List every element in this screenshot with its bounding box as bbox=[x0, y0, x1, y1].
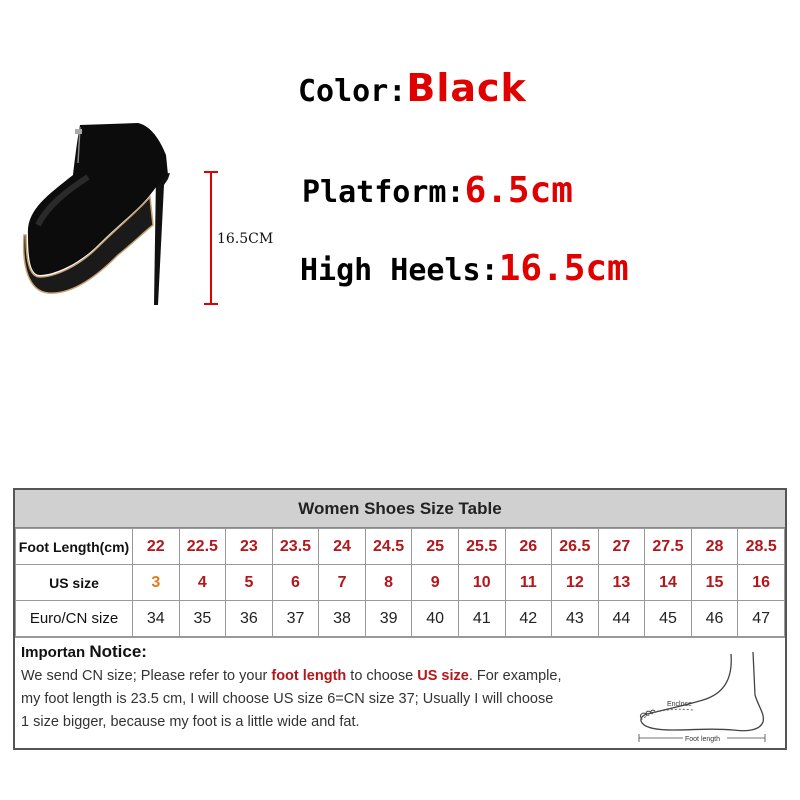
notice-line-1a: We send CN size; Please refer to your bbox=[21, 668, 272, 684]
us-size-cell: 16 bbox=[738, 565, 785, 601]
us-size-cell: 5 bbox=[226, 565, 273, 601]
eu-size-cell: 40 bbox=[412, 601, 459, 637]
us-size-cell: 11 bbox=[505, 565, 552, 601]
heel-height-label: 16.5CM bbox=[217, 231, 274, 247]
foot-length-row bbox=[16, 529, 785, 565]
spec-color bbox=[298, 66, 527, 110]
eu-size-row bbox=[16, 601, 785, 637]
us-size-cell: 9 bbox=[412, 565, 459, 601]
foot-length-label: Foot Length(cm) bbox=[16, 529, 133, 565]
spec-platform-value: 6.5cm bbox=[464, 170, 573, 211]
notice-line-2: my foot length is 23.5 cm, I will choose US size 6=CN size 37; Usually I will choose bbox=[21, 691, 554, 707]
us-size-cell: 6 bbox=[272, 565, 319, 601]
us-size-cell: 13 bbox=[598, 565, 645, 601]
size-table bbox=[13, 488, 787, 750]
foot-length-diagram-label: Foot length bbox=[685, 736, 721, 743]
notice-title bbox=[21, 642, 147, 662]
us-size-cell: 3 bbox=[133, 565, 180, 601]
notice-line-1c: . For example, bbox=[468, 668, 562, 684]
foot-length-cell: 27 bbox=[598, 529, 645, 565]
eu-size-cell: 42 bbox=[505, 601, 552, 637]
foot-length-cell: 27.5 bbox=[645, 529, 692, 565]
notice-line-1 bbox=[21, 665, 631, 688]
spec-color-value: Black bbox=[406, 66, 527, 110]
eu-size-cell: 44 bbox=[598, 601, 645, 637]
foot-length-cell: 22.5 bbox=[179, 529, 226, 565]
notice-us-size: US size bbox=[417, 668, 469, 684]
foot-length-cell: 23 bbox=[226, 529, 273, 565]
us-size-cell: 14 bbox=[645, 565, 692, 601]
eu-size-cell: 37 bbox=[272, 601, 319, 637]
us-size-cell: 10 bbox=[458, 565, 505, 601]
eu-size-cell: 36 bbox=[226, 601, 273, 637]
us-size-cell: 12 bbox=[552, 565, 599, 601]
eu-size-cell: 39 bbox=[365, 601, 412, 637]
foot-length-cell: 23.5 bbox=[272, 529, 319, 565]
foot-length-cell: 22 bbox=[133, 529, 180, 565]
notice-title-part1: Importan bbox=[21, 644, 90, 661]
us-size-cell: 7 bbox=[319, 565, 366, 601]
spec-color-key: Color: bbox=[298, 74, 407, 109]
eu-size-cell: 41 bbox=[458, 601, 505, 637]
spec-platform-key: Platform: bbox=[302, 175, 465, 210]
foot-length-cell: 26 bbox=[505, 529, 552, 565]
eu-size-cell: 47 bbox=[738, 601, 785, 637]
us-size-row bbox=[16, 565, 785, 601]
eu-size-cell: 43 bbox=[552, 601, 599, 637]
foot-length-cell: 24 bbox=[319, 529, 366, 565]
foot-length-cell: 25.5 bbox=[458, 529, 505, 565]
eu-size-cell: 46 bbox=[691, 601, 738, 637]
notice-line-3: 1 size bigger, because my foot is a little wide and fat. bbox=[21, 714, 360, 730]
eu-size-cell: 38 bbox=[319, 601, 366, 637]
us-size-label: US size bbox=[16, 565, 133, 601]
enclose-label: Enclose bbox=[667, 701, 692, 708]
notice-title-part2: Notice: bbox=[89, 642, 147, 661]
foot-length-cell: 24.5 bbox=[365, 529, 412, 565]
foot-length-cell: 25 bbox=[412, 529, 459, 565]
eu-size-cell: 45 bbox=[645, 601, 692, 637]
spec-heels-value: 16.5cm bbox=[498, 248, 629, 289]
shoe-image bbox=[18, 115, 188, 315]
eu-size-cell: 34 bbox=[133, 601, 180, 637]
foot-length-cell: 28 bbox=[691, 529, 738, 565]
us-size-cell: 8 bbox=[365, 565, 412, 601]
spec-heels bbox=[300, 248, 629, 289]
us-size-cell: 4 bbox=[179, 565, 226, 601]
size-table-title: Women Shoes Size Table bbox=[15, 490, 785, 528]
notice-section bbox=[15, 637, 785, 752]
eu-size-cell: 35 bbox=[179, 601, 226, 637]
notice-line-1b: to choose bbox=[346, 668, 418, 684]
us-size-cell: 15 bbox=[691, 565, 738, 601]
size-grid bbox=[15, 528, 785, 637]
foot-length-cell: 26.5 bbox=[552, 529, 599, 565]
foot-length-cell: 28.5 bbox=[738, 529, 785, 565]
notice-text bbox=[21, 665, 631, 734]
spec-heels-key: High Heels: bbox=[300, 253, 499, 288]
foot-diagram bbox=[633, 650, 783, 748]
eu-size-label: Euro/CN size bbox=[16, 601, 133, 637]
spec-platform bbox=[302, 170, 573, 211]
notice-foot-length: foot length bbox=[271, 668, 347, 684]
